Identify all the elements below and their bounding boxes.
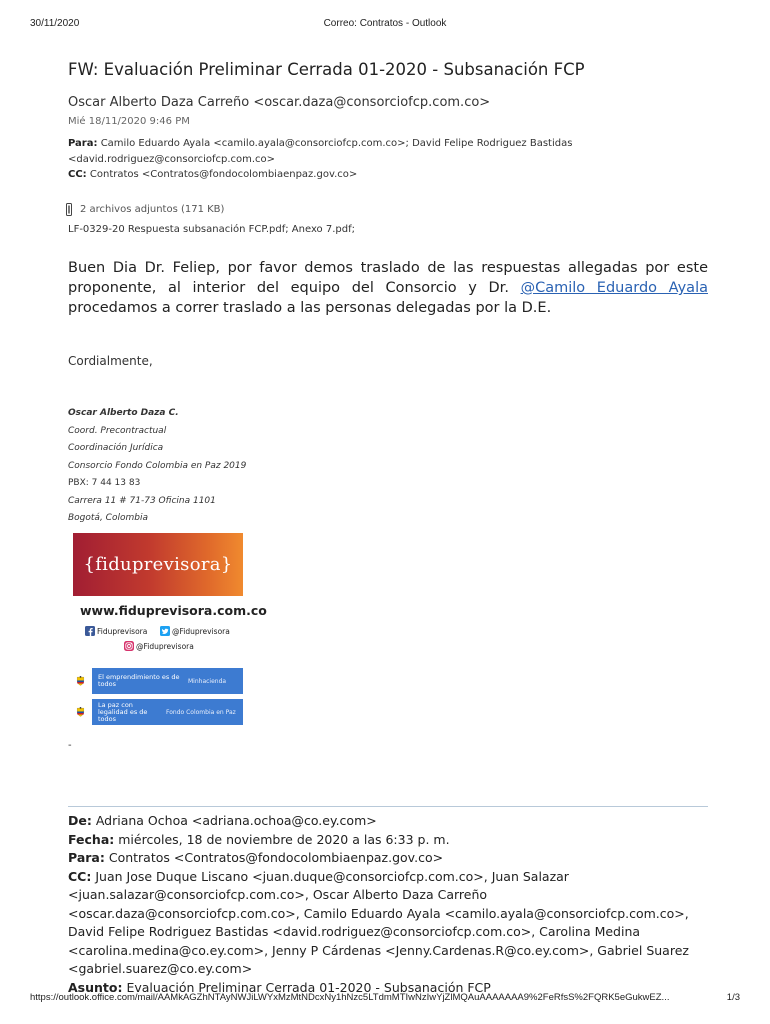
mention-link[interactable]: @Camilo Eduardo Ayala: [520, 280, 708, 296]
fwd-to-line: [68, 849, 713, 868]
signature-block: [68, 405, 246, 528]
print-url: https://outlook.office.com/mail/AAMkAGZhNTAyNWJiLWYxMzMtNDcxNy1hNzc5LTdmMTIwNzIwYjZlMQAuAAAAAAA9%2FeRfsS%2FQRK5eGukwEZ...: [30, 992, 670, 1003]
fwd-from-line: [68, 812, 713, 831]
social-instagram-label: @Fiduprevisora: [136, 641, 194, 651]
email-body: [68, 258, 708, 318]
cc-line: [68, 167, 708, 183]
instagram-icon: [124, 641, 134, 651]
fwd-date-label: Fecha:: [68, 831, 115, 847]
coat-of-arms-wrap: [71, 668, 92, 694]
coat-of-arms-icon: [75, 672, 86, 690]
gov-banner-fcp: [71, 699, 243, 725]
social-twitter[interactable]: [160, 626, 230, 636]
fwd-from-value: Adriana Ochoa <adriana.ochoa@co.ey.com>: [95, 813, 377, 828]
fwd-cc-label: CC:: [68, 868, 92, 884]
fiduprevisora-logo: [73, 533, 243, 596]
print-footer: [30, 992, 740, 1006]
email-subject: FW: Evaluación Preliminar Cerrada 01-2020 - Subsanación FCP: [68, 60, 585, 79]
gov-banner-fcp-text: La paz con legalidad es de todos: [98, 700, 148, 723]
signature-role: Coord. Precontractual: [68, 425, 167, 436]
attachments-summary-text: 2 archivos adjuntos (171 KB): [80, 204, 225, 215]
signature-dept: Coordinación Jurídica: [68, 443, 164, 453]
fwd-cc-value: Juan Jose Duque Liscano <juan.duque@consorciofcp.com.co>, Juan Salazar <juan.salazar@consorciofcp.com.co>, Oscar Alberto Daza Carreño <oscar.daza@consorciofcp.com.co>, Camilo Eduardo Ayala <camilo.ayala@consorciofcp.com.co>, David Felipe Rodriguez Bastidas <david.rodriguez@consorciofcp.com.co>, Carolina Medina <carolina.medina@co.ey.com>, Jenny P Cárdenas <Jenny.Cardenas.R@co.ey.com>, Gabriel Suarez <gabriel.suarez@co.ey.com>: [68, 868, 689, 976]
social-facebook-label: Fiduprevisora: [97, 626, 148, 636]
forward-separator: [68, 806, 708, 807]
social-twitter-label: @Fiduprevisora: [172, 626, 230, 636]
to-label: Para:: [68, 138, 98, 149]
email-closing: Cordialmente,: [68, 354, 153, 368]
email-sent-date: Mié 18/11/2020 9:46 PM: [68, 116, 190, 127]
fiduprevisora-logo-text: {fiduprevisora}: [83, 554, 233, 575]
gov-banner-fcp-box: [92, 699, 243, 725]
to-value[interactable]: Camilo Eduardo Ayala <camilo.ayala@consorciofcp.com.co>; David Felipe Rodriguez Bastidas: [100, 138, 573, 149]
attachment-files[interactable]: LF-0329-20 Respuesta subsanación FCP.pdf; Anexo 7.pdf;: [68, 224, 355, 235]
fwd-date-line: [68, 831, 713, 850]
body-part1: Buen Dia Dr. Feliep, por favor demos traslado de las respuestas allegadas por este proponente, al interior del equipo del Consorcio y Dr.: [68, 260, 708, 296]
signature-org: Consorcio Fondo Colombia en Paz 2019: [68, 460, 247, 471]
email-sender[interactable]: Oscar Alberto Daza Carreño <oscar.daza@consorciofcp.com.co>: [68, 95, 491, 110]
coat-of-arms-icon: [75, 703, 86, 721]
fwd-to-label: Para:: [68, 850, 105, 865]
print-header: [30, 18, 740, 32]
cc-label: CC:: [68, 169, 87, 180]
attachments-summary[interactable]: [66, 203, 224, 216]
twitter-icon: [160, 626, 170, 636]
fiduprevisora-url[interactable]: www.fiduprevisora.com.co: [80, 603, 267, 618]
email-recipients: [68, 136, 708, 183]
social-instagram[interactable]: [124, 641, 194, 651]
gov-banner-fcp-fund: Fondo Colombia en Paz: [166, 708, 236, 716]
fwd-cc-line: [68, 868, 713, 979]
to-line: [68, 136, 708, 152]
signature-name: Oscar Alberto Daza C.: [68, 408, 179, 418]
gov-banner-minhacienda-ministry: Minhacienda: [188, 677, 227, 685]
signature-address: Carrera 11 # 71-73 Oficina 1101: [68, 495, 216, 506]
social-facebook[interactable]: [85, 626, 147, 636]
forwarded-header: [68, 812, 713, 997]
gov-banner-minhacienda-box: [92, 668, 243, 694]
paperclip-icon: [66, 203, 74, 216]
print-date: 30/11/2020: [30, 18, 80, 29]
signature-phone: PBX: 7 44 13 83: [68, 478, 141, 488]
fwd-subject-value: Evaluación Preliminar Cerrada 01-2020 - Subsanación FCP: [126, 979, 491, 995]
print-title: Correo: Contratos - Outlook: [323, 18, 447, 29]
fwd-subject-label: Asunto:: [68, 979, 123, 995]
body-part2: procedamos a correr traslado a las personas delegadas por la D.E.: [68, 300, 552, 316]
facebook-icon: [85, 626, 95, 636]
gov-banner-minhacienda: [71, 668, 243, 694]
fwd-to-value: Contratos <Contratos@fondocolombiaenpaz.gov.co>: [108, 850, 444, 865]
fwd-from-label: De:: [68, 813, 92, 828]
cc-value[interactable]: Contratos <Contratos@fondocolombiaenpaz.gov.co>: [89, 169, 358, 180]
signature-dash: -: [68, 740, 72, 751]
fwd-date-value: miércoles, 18 de noviembre de 2020 a las 6:33 p. m.: [118, 831, 450, 847]
signature-city: Bogotá, Colombia: [68, 513, 148, 523]
to-line-cont[interactable]: <david.rodriguez@consorciofcp.com.co>: [68, 153, 276, 165]
gov-banner-minhacienda-text: El emprendimiento es de todos: [98, 673, 180, 688]
print-page-number: 1/3: [726, 992, 740, 1003]
coat-of-arms-wrap-2: [71, 699, 92, 725]
